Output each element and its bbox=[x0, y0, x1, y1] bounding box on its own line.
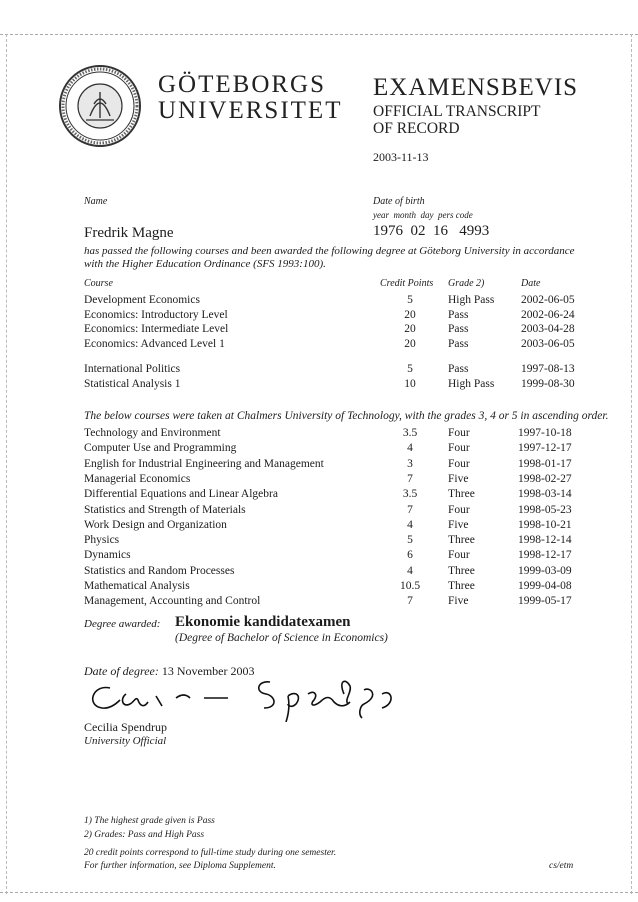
credit-points: 3 bbox=[407, 457, 413, 470]
course-name: Work Design and Organization bbox=[84, 518, 227, 531]
grade: High Pass bbox=[448, 377, 495, 390]
grade: Five bbox=[448, 518, 469, 531]
credit-points: 4 bbox=[407, 518, 413, 531]
completion-date: 1999-04-08 bbox=[518, 580, 572, 592]
course-name: Statistics and Strength of Materials bbox=[84, 503, 246, 516]
credit-points: 10 bbox=[404, 377, 416, 390]
signatory-title: University Official bbox=[84, 735, 167, 747]
credit-points: 6 bbox=[407, 549, 413, 562]
handwritten-signature bbox=[82, 676, 412, 722]
grade: Five bbox=[448, 472, 469, 485]
course-name: Physics bbox=[84, 534, 120, 547]
table-row bbox=[0, 580, 638, 596]
grade: Four bbox=[448, 549, 470, 562]
footnote-1: 1) The highest grade given is Pass bbox=[84, 816, 215, 826]
completion-date: 1998-01-17 bbox=[518, 457, 572, 470]
footnote-2: 2) Grades: Pass and High Pass bbox=[84, 830, 205, 840]
table-row bbox=[0, 473, 638, 489]
document-subtitle-line2: OF RECORD bbox=[373, 120, 460, 137]
table-header bbox=[0, 278, 638, 294]
credit-points: 10.5 bbox=[399, 580, 421, 592]
degree-date-value: 13 November 2003 bbox=[161, 664, 255, 678]
document-subtitle bbox=[373, 103, 541, 137]
table-row bbox=[0, 338, 638, 354]
header-points: Credit Points bbox=[380, 278, 434, 289]
credit-points: 4 bbox=[407, 564, 413, 577]
table-row bbox=[0, 488, 638, 504]
chalmers-note: The below courses were taken at Chalmers University of Technology, with the grades 3, 4 or 5 in ascending order. bbox=[84, 410, 609, 422]
table-row bbox=[0, 442, 638, 458]
course-name: Statistical Analysis 1 bbox=[84, 377, 181, 390]
course-name: Differential Equations and Linear Algebra bbox=[84, 488, 278, 501]
statement-line1: has passed the following courses and been awarded the following degree at Göteborg University in accordance bbox=[84, 245, 575, 257]
document-title: EXAMENSBEVIS bbox=[373, 74, 579, 101]
header-grade: Grade 2) bbox=[448, 278, 485, 289]
completion-date: 1997-12-17 bbox=[518, 442, 572, 455]
course-name: International Politics bbox=[84, 363, 181, 375]
credit-points: 5 bbox=[407, 534, 413, 547]
dob-sublabel: year month day pers code bbox=[373, 210, 473, 220]
grade: Four bbox=[448, 503, 470, 516]
course-name: Management, Accounting and Control bbox=[84, 595, 261, 608]
grade: Four bbox=[448, 457, 470, 470]
student-name: Fredrik Magne bbox=[84, 225, 174, 241]
completion-date: 1997-10-18 bbox=[518, 427, 572, 439]
course-name: Development Economics bbox=[84, 294, 200, 306]
completion-date: 1998-12-17 bbox=[518, 549, 572, 562]
document-subtitle-line1: OFFICIAL TRANSCRIPT bbox=[373, 103, 541, 120]
completion-date: 2003-06-05 bbox=[521, 337, 575, 350]
course-name: English for Industrial Engineering and Management bbox=[84, 457, 324, 470]
issue-date: 2003-11-13 bbox=[373, 150, 429, 164]
university-seal-icon bbox=[58, 64, 142, 148]
completion-date: 2002-06-05 bbox=[521, 294, 575, 306]
completion-date: 1999-03-09 bbox=[518, 564, 572, 577]
completion-date: 2002-06-24 bbox=[521, 308, 575, 321]
table-row bbox=[0, 519, 638, 535]
course-name: Managerial Economics bbox=[84, 472, 191, 485]
grade: Pass bbox=[448, 337, 469, 350]
completion-date: 1999-08-30 bbox=[521, 377, 575, 390]
course-name: Computer Use and Programming bbox=[84, 442, 237, 455]
page-border-bottom bbox=[0, 892, 638, 893]
completion-date: 1997-08-13 bbox=[521, 363, 575, 375]
credit-points: 20 bbox=[404, 337, 416, 350]
header-date: Date bbox=[521, 278, 541, 289]
signatory-name: Cecilia Spendrup bbox=[84, 720, 167, 734]
credit-points: 20 bbox=[404, 308, 416, 321]
grade: Five bbox=[448, 595, 469, 608]
credit-points: 3.5 bbox=[402, 488, 418, 501]
credit-points: 5 bbox=[407, 294, 413, 306]
degree-name: Ekonomie kandidatexamen bbox=[175, 614, 351, 630]
university-name-line1: GÖTEBORGS bbox=[158, 71, 327, 98]
footnote-3: 20 credit points correspond to full-time study during one semester. bbox=[84, 848, 337, 858]
degree-translation: (Degree of Bachelor of Science in Economics) bbox=[175, 632, 388, 644]
table-row bbox=[0, 504, 638, 520]
table-row bbox=[0, 549, 638, 565]
statement bbox=[84, 245, 575, 271]
staff-initials: cs/etm bbox=[549, 861, 574, 871]
page-border-top bbox=[0, 34, 638, 35]
table-row bbox=[0, 378, 638, 394]
grade: Three bbox=[448, 580, 475, 592]
header-course: Course bbox=[84, 278, 113, 289]
table-row bbox=[0, 427, 638, 443]
dob-value: 1976 02 16 4993 bbox=[373, 223, 490, 239]
university-name bbox=[158, 72, 342, 124]
completion-date: 1999-05-17 bbox=[518, 595, 572, 608]
completion-date: 2003-04-28 bbox=[521, 323, 575, 335]
credit-points: 7 bbox=[407, 503, 413, 516]
degree-date-label: Date of degree: bbox=[84, 664, 159, 678]
completion-date: 1998-03-14 bbox=[518, 488, 572, 501]
credit-points: 7 bbox=[407, 472, 413, 485]
credit-points: 3.5 bbox=[402, 427, 418, 439]
grade: Four bbox=[448, 442, 470, 455]
course-name: Dynamics bbox=[84, 549, 131, 562]
table-row bbox=[0, 565, 638, 581]
footnote-4: For further information, see Diploma Supplement. bbox=[84, 861, 276, 871]
degree-label: Degree awarded: bbox=[84, 618, 161, 630]
course-name: Mathematical Analysis bbox=[84, 580, 190, 592]
course-name: Economics: Introductory Level bbox=[84, 308, 228, 321]
grade: Pass bbox=[448, 308, 469, 321]
course-name: Technology and Environment bbox=[84, 427, 221, 439]
grade: Three bbox=[448, 564, 475, 577]
grade: Three bbox=[448, 534, 475, 547]
course-name: Statistics and Random Processes bbox=[84, 564, 235, 577]
table-row bbox=[0, 534, 638, 550]
completion-date: 1998-10-21 bbox=[518, 518, 572, 531]
credit-points: 7 bbox=[407, 595, 413, 608]
grade: Pass bbox=[448, 323, 469, 335]
statement-line2: with the Higher Education Ordinance (SFS 1993:100). bbox=[84, 258, 326, 270]
table-row bbox=[0, 595, 638, 611]
credit-points: 5 bbox=[407, 363, 413, 375]
table-row bbox=[0, 458, 638, 474]
credit-points: 4 bbox=[407, 442, 413, 455]
completion-date: 1998-12-14 bbox=[518, 534, 572, 547]
name-label: Name bbox=[84, 196, 108, 207]
completion-date: 1998-02-27 bbox=[518, 472, 572, 485]
course-name: Economics: Intermediate Level bbox=[84, 323, 229, 335]
course-name: Economics: Advanced Level 1 bbox=[84, 337, 225, 350]
dob-label: Date of birth bbox=[373, 196, 425, 207]
grade: Three bbox=[448, 488, 475, 501]
grade: Four bbox=[448, 427, 470, 439]
grade: Pass bbox=[448, 363, 469, 375]
university-name-line2: UNIVERSITET bbox=[158, 97, 343, 124]
completion-date: 1998-05-23 bbox=[518, 503, 572, 516]
credit-points: 20 bbox=[404, 323, 416, 335]
grade: High Pass bbox=[448, 294, 495, 306]
